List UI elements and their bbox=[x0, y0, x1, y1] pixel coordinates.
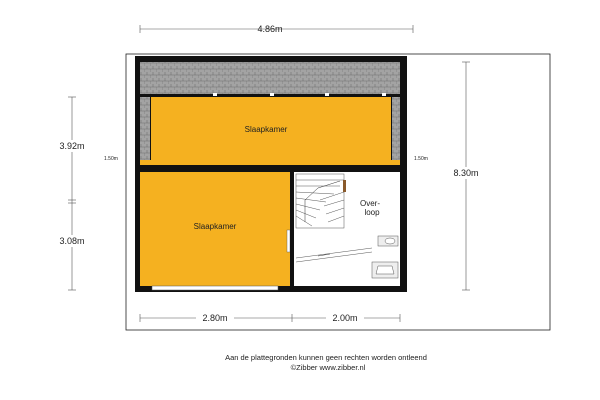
room-label-landing-line1: Over- bbox=[360, 199, 380, 208]
footer-credit: ©Zibber www.zibber.nl bbox=[290, 363, 366, 372]
bottom-dimensions bbox=[140, 312, 400, 324]
footer-disclaimer: Aan de plattegronden kunnen geen rechten worden ontleend bbox=[225, 353, 427, 362]
top-dimension bbox=[140, 24, 413, 34]
wall-vertical-mid bbox=[290, 168, 294, 290]
door-marker bbox=[287, 230, 290, 252]
roof-slope-left bbox=[140, 97, 150, 160]
room-label-landing-line2: loop bbox=[364, 208, 380, 217]
bedroom-upper-strip bbox=[140, 160, 400, 165]
dim-top-width: 4.86m bbox=[257, 24, 283, 34]
window-bottom bbox=[152, 286, 278, 290]
ceiling-note-left: 1.50m bbox=[104, 156, 118, 162]
ceiling-note-right: 1.50m bbox=[414, 156, 428, 162]
dim-bottom-left: 2.80m bbox=[202, 313, 228, 323]
dim-bottom-right: 2.00m bbox=[332, 313, 358, 323]
dim-upper-left: 3.92m bbox=[59, 141, 85, 151]
roof-tiles bbox=[140, 62, 400, 94]
wall-horizontal-mid bbox=[136, 166, 294, 172]
left-dimensions bbox=[54, 97, 90, 290]
dim-lower-left: 3.08m bbox=[59, 236, 85, 246]
wall-landing-top bbox=[294, 166, 400, 169]
roof-slope-right bbox=[392, 97, 400, 160]
right-dimension bbox=[448, 62, 484, 290]
room-label-bedroom-lower: Slaapkamer bbox=[193, 222, 237, 231]
room-label-bedroom-upper: Slaapkamer bbox=[244, 125, 288, 134]
dim-total-height: 8.30m bbox=[453, 168, 479, 178]
